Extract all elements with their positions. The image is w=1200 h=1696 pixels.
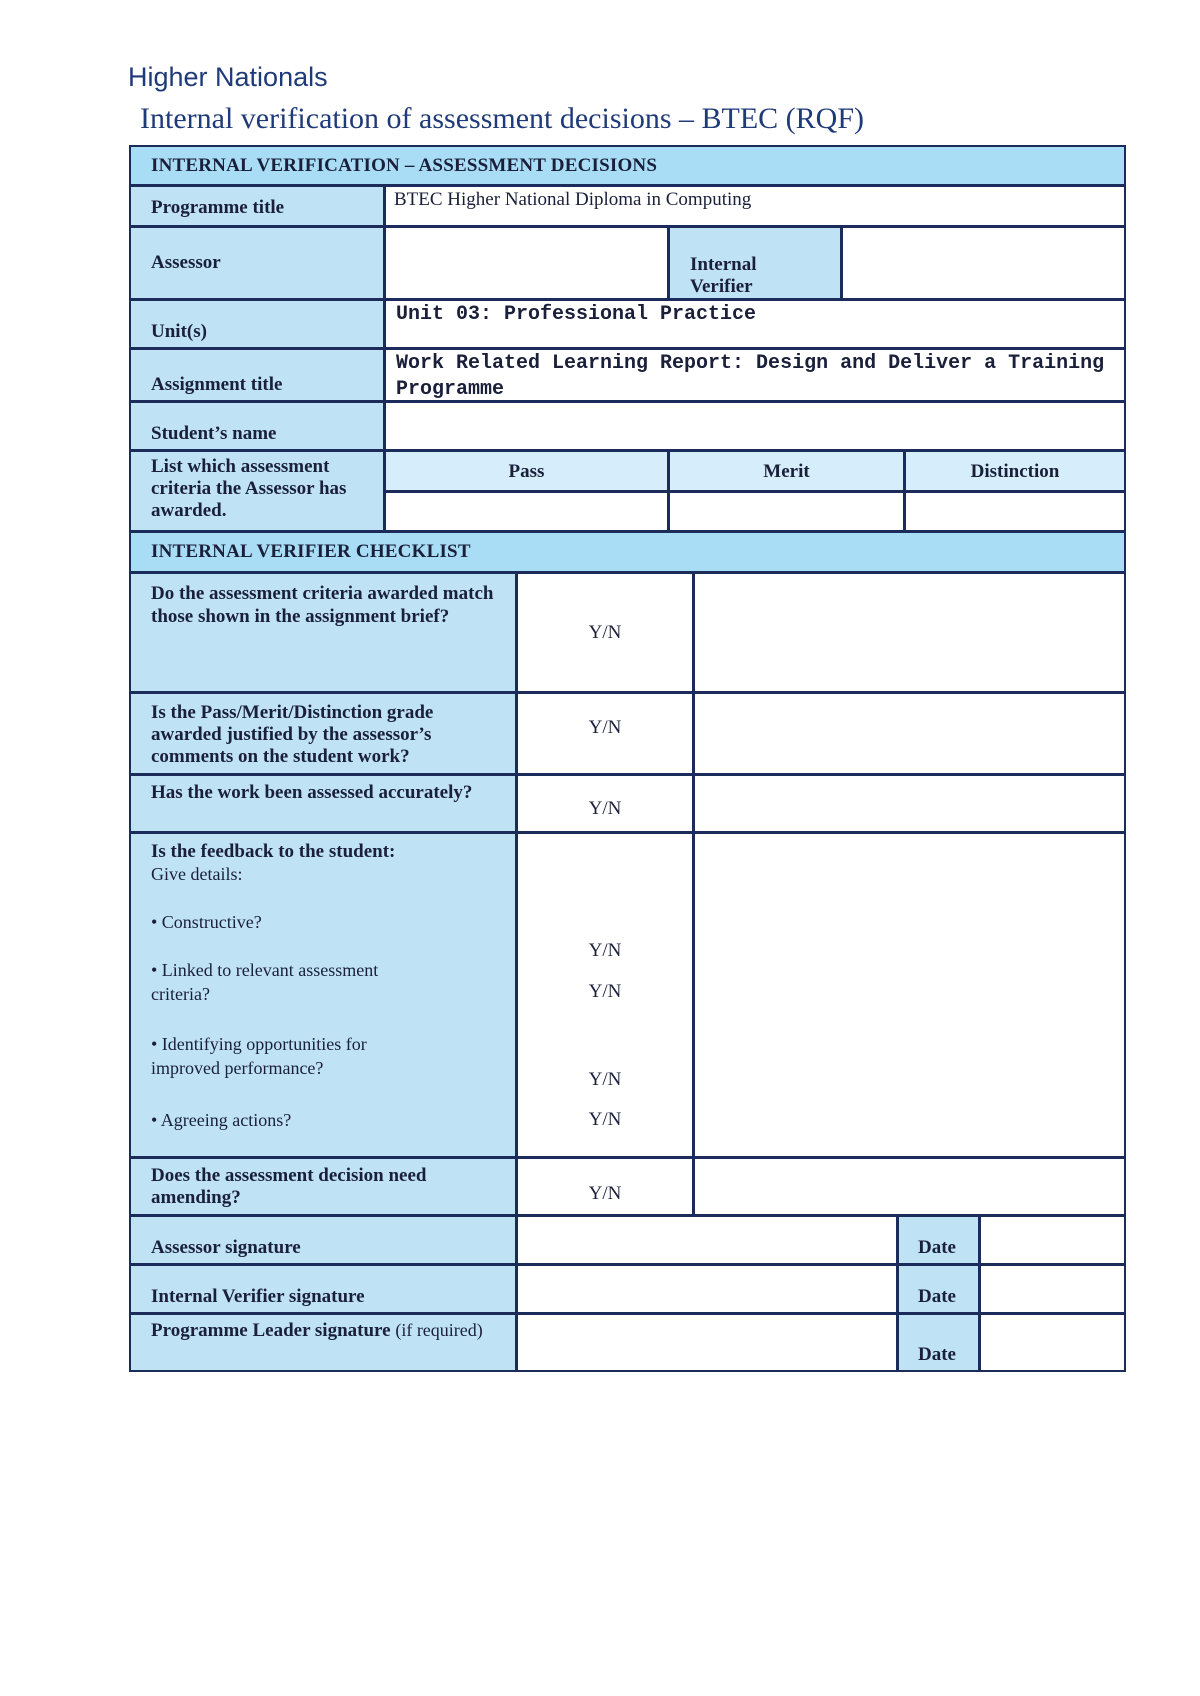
question-grade-justified: Is the Pass/Merit/Distinction grade awarded justified by the assessor’s comments on the student work? — [129, 692, 517, 775]
question-assessed-accurately: Has the work been assessed accurately? — [129, 774, 517, 833]
pl-signature-label-suffix: (if required) — [395, 1320, 483, 1340]
student-name-label: Student’s name — [129, 401, 385, 451]
feedback-give-details: Give details: — [151, 864, 243, 884]
comment-decision-amending[interactable] — [693, 1157, 1126, 1216]
grade-header-merit: Merit — [668, 450, 905, 492]
verification-form — [130, 146, 1126, 1374]
assessor-date-label: Date — [897, 1215, 980, 1265]
pl-signature-label — [129, 1313, 517, 1372]
pl-date-field[interactable] — [979, 1313, 1126, 1372]
grade-header-distinction: Distinction — [904, 450, 1126, 492]
yn-actions[interactable]: Y/N — [588, 1109, 622, 1130]
feedback-bullet-linked: • Linked to relevant assessment criteria? — [151, 960, 379, 1004]
internal-verifier-field[interactable] — [841, 226, 1126, 300]
pl-signature-label-text: Programme Leader signature — [151, 1320, 391, 1341]
feedback-bullet-constructive: • Constructive? — [151, 912, 262, 932]
question-feedback — [129, 832, 517, 1158]
pl-date-label: Date — [897, 1313, 980, 1372]
programme-title-value[interactable]: BTEC Higher National Diploma in Computing — [384, 185, 1126, 227]
yn-criteria-match[interactable]: Y/N — [516, 572, 694, 693]
merit-criteria-field[interactable] — [668, 491, 905, 532]
yn-grade-justified[interactable]: Y/N — [516, 692, 694, 775]
programme-title-label: Programme title — [129, 185, 385, 227]
yn-linked[interactable]: Y/N — [588, 981, 622, 1002]
assessor-signature-field[interactable] — [516, 1215, 898, 1265]
grade-header-pass: Pass — [384, 450, 669, 492]
yn-opportunities[interactable]: Y/N — [588, 1069, 622, 1090]
comment-grade-justified[interactable] — [693, 692, 1126, 775]
question-decision-amending: Does the assessment decision need amending? — [129, 1157, 517, 1216]
yn-constructive[interactable]: Y/N — [588, 940, 622, 961]
yn-feedback-column — [516, 832, 694, 1158]
iv-signature-label: Internal Verifier signature — [129, 1264, 517, 1314]
feedback-bullet-actions: • Agreeing actions? — [151, 1110, 292, 1130]
assessor-date-field[interactable] — [979, 1215, 1126, 1265]
criteria-awarded-label: List which assessment criteria the Assessor has awarded. — [129, 450, 385, 532]
pl-signature-field[interactable] — [516, 1313, 898, 1372]
units-value[interactable]: Unit 03: Professional Practice — [384, 299, 1126, 349]
yn-assessed-accurately[interactable]: Y/N — [516, 774, 694, 833]
assignment-title-label: Assignment title — [129, 348, 385, 402]
iv-date-label: Date — [897, 1264, 980, 1314]
internal-verifier-label: Internal Verifier — [668, 226, 842, 300]
comment-criteria-match[interactable] — [693, 572, 1126, 693]
assessor-field[interactable] — [384, 226, 669, 300]
assessor-label: Assessor — [129, 226, 385, 300]
assignment-title-value[interactable]: Work Related Learning Report: Design and Deliver a Training Programme — [384, 348, 1126, 402]
assessor-signature-label: Assessor signature — [129, 1215, 517, 1265]
iv-signature-field[interactable] — [516, 1264, 898, 1314]
iv-date-field[interactable] — [979, 1264, 1126, 1314]
page-title: Internal verification of assessment decisions – BTEC (RQF) — [140, 102, 865, 135]
comment-feedback[interactable] — [693, 832, 1126, 1158]
pass-criteria-field[interactable] — [384, 491, 669, 532]
feedback-title: Is the feedback to the student: — [151, 841, 396, 862]
comment-assessed-accurately[interactable] — [693, 774, 1126, 833]
section-heading-assessment-decisions: INTERNAL VERIFICATION – ASSESSMENT DECISIONS — [129, 145, 1126, 186]
feedback-bullet-opportunities: • Identifying opportunities for improved performance? — [151, 1034, 367, 1078]
student-name-field[interactable] — [384, 401, 1126, 451]
question-criteria-match: Do the assessment criteria awarded match those shown in the assignment brief? — [129, 572, 517, 693]
distinction-criteria-field[interactable] — [904, 491, 1126, 532]
yn-decision-amending[interactable]: Y/N — [516, 1157, 694, 1216]
org-heading: Higher Nationals — [128, 62, 328, 92]
units-label: Unit(s) — [129, 299, 385, 349]
section-heading-verifier-checklist: INTERNAL VERIFIER CHECKLIST — [129, 531, 1126, 573]
